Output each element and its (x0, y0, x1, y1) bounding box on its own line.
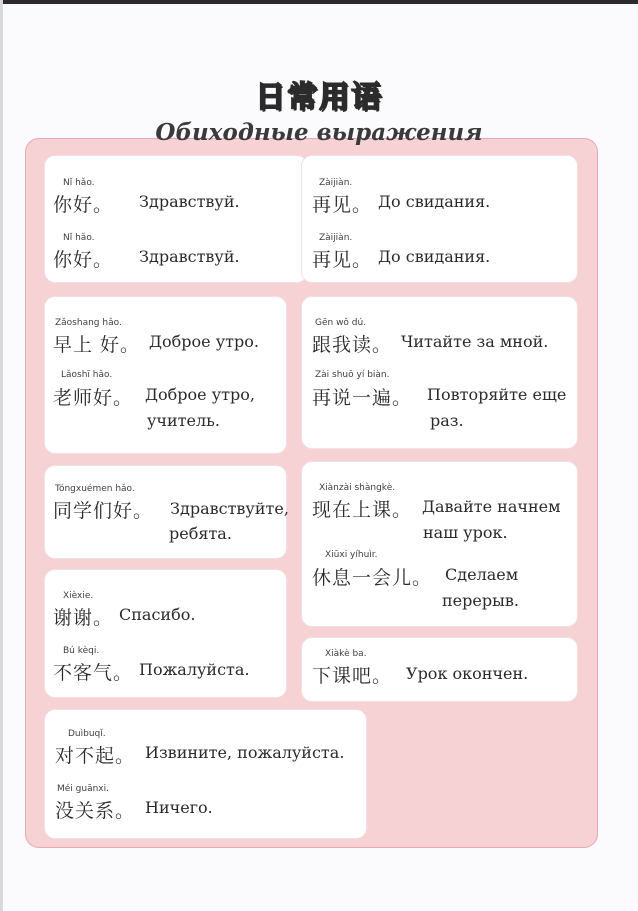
phrase-card-goodbye (301, 155, 578, 283)
russian-translation-line2: ребята. (169, 524, 232, 543)
russian-translation: Здравствуй. (139, 247, 240, 266)
page-top-edge (0, 0, 638, 4)
russian-translation: Здравствуй. (139, 192, 240, 211)
chinese-phrase: 同学们好。 (53, 500, 154, 522)
chinese-phrase: 你好。 (53, 194, 114, 216)
chinese-phrase: 你好。 (53, 249, 114, 271)
russian-translation: Сделаем (445, 565, 519, 584)
russian-translation: Здравствуйте, (170, 499, 289, 518)
phrases-panel (25, 138, 598, 848)
chinese-phrase: 不客气。 (53, 662, 134, 684)
russian-translation: Спасибо. (119, 605, 196, 624)
chinese-phrase: 对不起。 (55, 745, 136, 767)
russian-translation: До свидания. (378, 247, 491, 266)
chinese-phrase: 谢谢。 (53, 607, 114, 629)
chinese-phrase: 再说一遍。 (312, 387, 413, 409)
russian-translation: Ничего. (145, 798, 213, 817)
pinyin: Gēn wǒ dú. (315, 318, 367, 328)
russian-translation: Читайте за мной. (401, 332, 549, 351)
russian-translation: Пожалуйста. (139, 660, 250, 679)
phrase-card-thanks (44, 569, 287, 698)
pinyin: Xiàkè ba. (325, 649, 367, 659)
pinyin: Xiànzài shàngkè. (319, 483, 396, 493)
pinyin: Xièxie. (63, 591, 94, 601)
chinese-phrase: 再见。 (312, 194, 373, 216)
phrase-card-greeting (44, 155, 308, 283)
chinese-phrase: 早上 好。 (53, 334, 141, 356)
chinese-phrase: 跟我读。 (312, 334, 393, 356)
pinyin: Zàijiàn. (319, 233, 353, 243)
phrase-card-apology (44, 709, 367, 839)
pinyin: Lǎoshī hǎo. (61, 370, 113, 380)
phrase-card-hello-class (44, 465, 287, 559)
pinyin: Duìbuqǐ. (68, 729, 106, 739)
page-title-chinese: 日常用语 (255, 80, 383, 115)
pinyin: Nǐ hǎo. (63, 233, 95, 243)
chinese-phrase: 现在上课。 (312, 499, 413, 521)
chinese-phrase: 没关系。 (55, 800, 136, 822)
page-title-russian: Обиходные выражения (155, 119, 483, 146)
russian-translation: Повторяйте еще (427, 385, 567, 404)
pinyin: Bú kèqi. (63, 646, 100, 656)
chinese-phrase: 老师好。 (53, 387, 134, 409)
phrase-card-good-morning (44, 296, 287, 454)
pinyin: Tóngxuémen hǎo. (55, 484, 135, 494)
russian-translation: Доброе утро, (145, 385, 255, 404)
russian-translation: До свидания. (378, 192, 491, 211)
chinese-phrase: 下课吧。 (312, 665, 393, 687)
russian-translation: Доброе утро. (149, 332, 259, 351)
pinyin: Zàijiàn. (319, 178, 353, 188)
phrase-card-class-over (301, 637, 578, 702)
russian-translation-line2: раз. (430, 411, 464, 430)
russian-translation-line2: перерыв. (442, 591, 519, 610)
phrase-card-lesson (301, 461, 578, 627)
phrase-card-repeat (301, 296, 578, 449)
russian-translation: Давайте начнем (422, 497, 561, 516)
russian-translation-line2: учитель. (147, 411, 220, 430)
pinyin: Nǐ hǎo. (63, 178, 95, 188)
chinese-phrase: 再见。 (312, 249, 373, 271)
chinese-phrase: 休息一会儿。 (312, 567, 433, 589)
russian-translation-line2: наш урок. (423, 523, 508, 542)
pinyin: Zài shuō yí biàn. (315, 370, 390, 380)
pinyin: Zǎoshang hǎo. (55, 318, 122, 328)
russian-translation: Извините, пожалуйста. (145, 743, 345, 762)
russian-translation: Урок окончен. (406, 664, 529, 683)
pinyin: Méi guānxi. (57, 784, 109, 794)
pinyin: Xiūxi yíhuìr. (325, 550, 378, 560)
